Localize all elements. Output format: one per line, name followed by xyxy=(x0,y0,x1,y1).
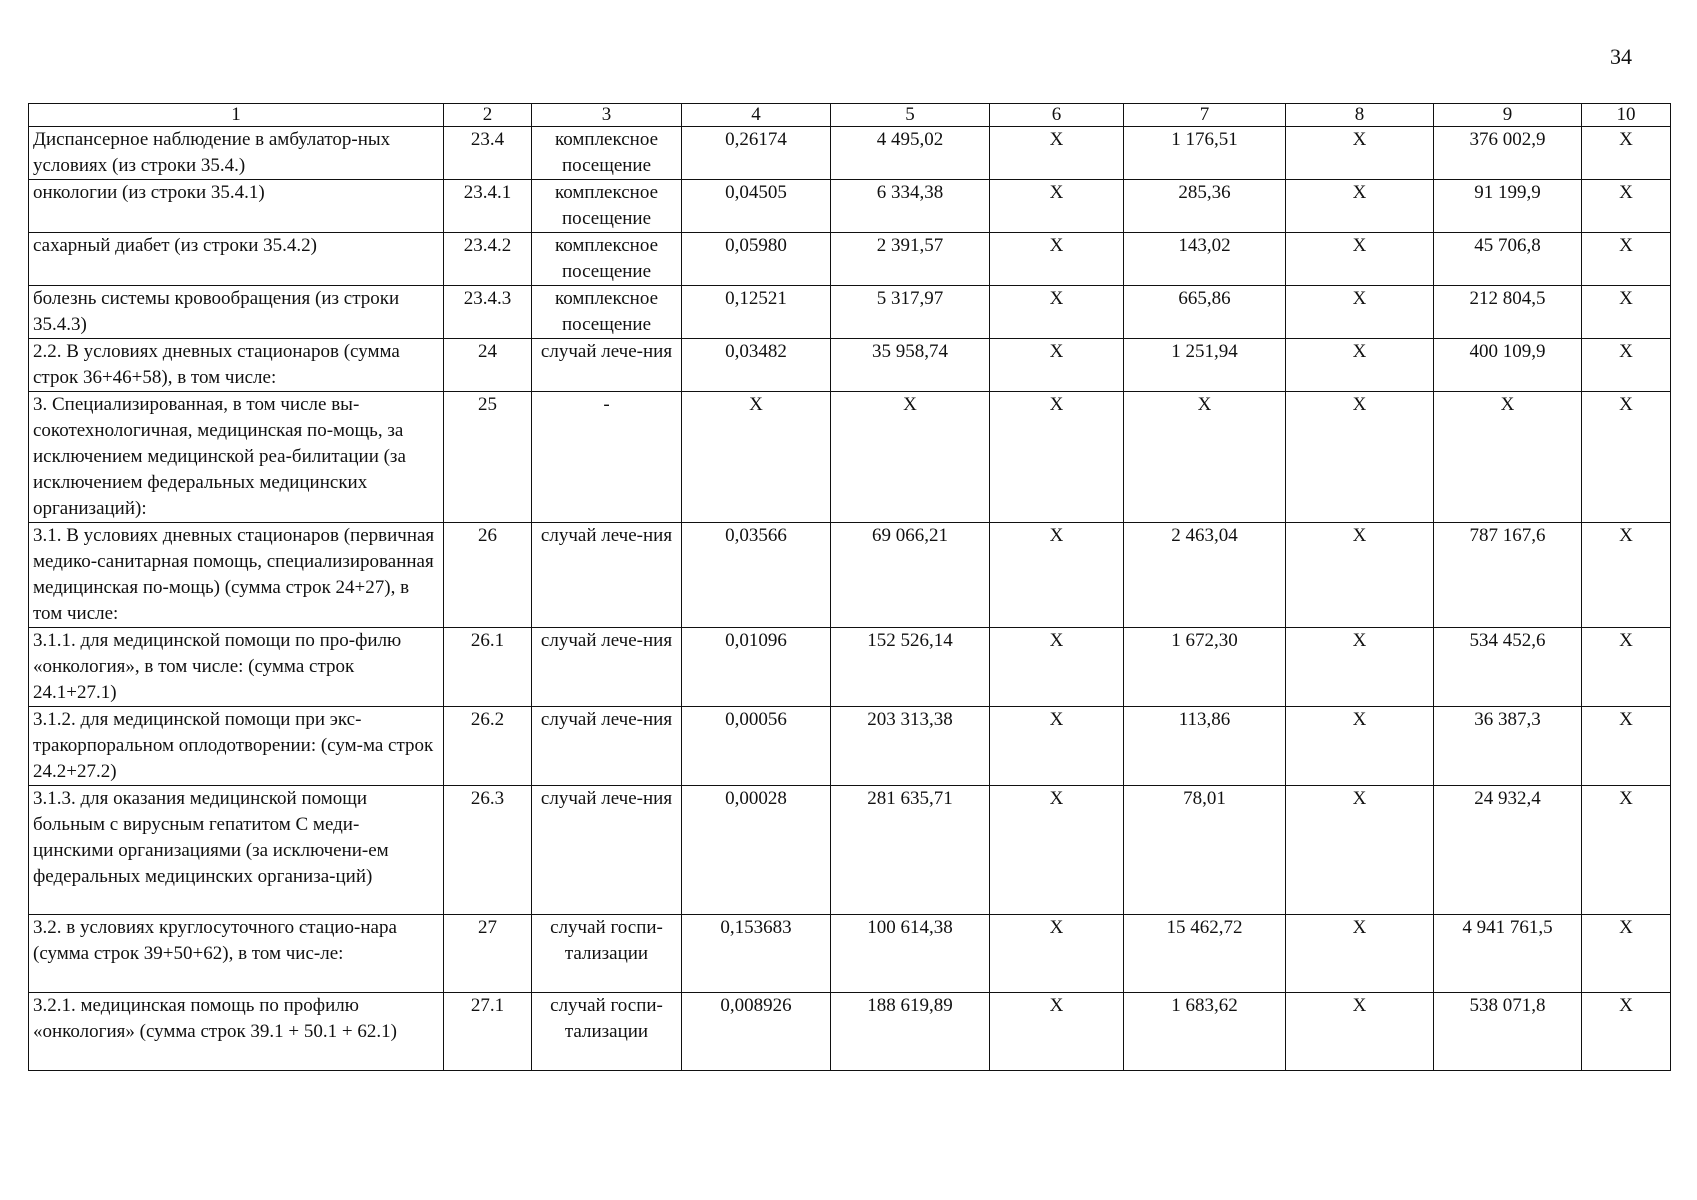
row-number: 25 xyxy=(444,392,532,523)
cell-col10: X xyxy=(1582,786,1671,915)
cell-col4: 0,03566 xyxy=(682,523,831,628)
cell-col5: 35 958,74 xyxy=(831,339,990,392)
cell-col10: X xyxy=(1582,707,1671,786)
cell-col10: X xyxy=(1582,339,1671,392)
header-cell: 6 xyxy=(990,104,1124,127)
cell-col9: 24 932,4 xyxy=(1434,786,1582,915)
cell-col10: X xyxy=(1582,628,1671,707)
row-unit: случай госпи-тализации xyxy=(532,993,682,1071)
cell-col8: X xyxy=(1286,915,1434,993)
cell-col4: 0,03482 xyxy=(682,339,831,392)
table-row xyxy=(29,786,1671,915)
cell-col5: 281 635,71 xyxy=(831,786,990,915)
cell-col5: 2 391,57 xyxy=(831,233,990,286)
cell-col8: X xyxy=(1286,707,1434,786)
table-row xyxy=(29,286,1671,339)
header-cell: 2 xyxy=(444,104,532,127)
cell-col9: 400 109,9 xyxy=(1434,339,1582,392)
cell-col5: X xyxy=(831,392,990,523)
cell-col10: X xyxy=(1582,286,1671,339)
cell-col4: 0,04505 xyxy=(682,180,831,233)
cell-col7: 113,86 xyxy=(1124,707,1286,786)
cell-col8: X xyxy=(1286,180,1434,233)
cell-col6: X xyxy=(990,392,1124,523)
cell-col7: 1 672,30 xyxy=(1124,628,1286,707)
row-number: 24 xyxy=(444,339,532,392)
cell-col7: 15 462,72 xyxy=(1124,915,1286,993)
row-description: сахарный диабет (из строки 35.4.2) xyxy=(29,233,444,286)
header-cell: 9 xyxy=(1434,104,1582,127)
cell-col9: 787 167,6 xyxy=(1434,523,1582,628)
cell-col6: X xyxy=(990,993,1124,1071)
row-number: 26 xyxy=(444,523,532,628)
cell-col5: 6 334,38 xyxy=(831,180,990,233)
table-row xyxy=(29,392,1671,523)
table-row xyxy=(29,339,1671,392)
cell-col10: X xyxy=(1582,523,1671,628)
row-number: 23.4.2 xyxy=(444,233,532,286)
cell-col7: 285,36 xyxy=(1124,180,1286,233)
cell-col8: X xyxy=(1286,392,1434,523)
cell-col6: X xyxy=(990,628,1124,707)
cell-col7: 2 463,04 xyxy=(1124,523,1286,628)
cell-col4: 0,00056 xyxy=(682,707,831,786)
cell-col9: X xyxy=(1434,392,1582,523)
row-number: 27 xyxy=(444,915,532,993)
table-row xyxy=(29,915,1671,993)
row-unit: - xyxy=(532,392,682,523)
cell-col6: X xyxy=(990,286,1124,339)
row-unit: случай лече-ния xyxy=(532,339,682,392)
cell-col9: 91 199,9 xyxy=(1434,180,1582,233)
cell-col4: 0,00028 xyxy=(682,786,831,915)
cell-col8: X xyxy=(1286,993,1434,1071)
cell-col5: 69 066,21 xyxy=(831,523,990,628)
row-description: онкологии (из строки 35.4.1) xyxy=(29,180,444,233)
row-description: 3.2. в условиях круглосуточного стацио-нара (сумма строк 39+50+62), в том чис-ле: xyxy=(29,915,444,993)
row-unit: случай лече-ния xyxy=(532,786,682,915)
cell-col9: 4 941 761,5 xyxy=(1434,915,1582,993)
row-unit: комплексное посещение xyxy=(532,286,682,339)
cell-col5: 4 495,02 xyxy=(831,127,990,180)
cell-col7: 1 251,94 xyxy=(1124,339,1286,392)
row-number: 23.4.1 xyxy=(444,180,532,233)
cell-col9: 534 452,6 xyxy=(1434,628,1582,707)
row-description: 3.1.3. для оказания медицинской помощи больным с вирусным гепатитом С меди-цинскими организациями (за исключени-ем федеральных медицинских организа-ций) xyxy=(29,786,444,915)
cell-col10: X xyxy=(1582,233,1671,286)
row-description: 3.1. В условиях дневных стационаров (первичная медико-санитарная помощь, специализированная медицинская по-мощь) (сумма строк 24+27), в том числе: xyxy=(29,523,444,628)
row-description: 3.1.2. для медицинской помощи при экс-тракорпоральном оплодотворении: (сум-ма строк 24.2+27.2) xyxy=(29,707,444,786)
cell-col6: X xyxy=(990,180,1124,233)
cell-col9: 212 804,5 xyxy=(1434,286,1582,339)
cell-col6: X xyxy=(990,915,1124,993)
cell-col5: 203 313,38 xyxy=(831,707,990,786)
cell-col5: 5 317,97 xyxy=(831,286,990,339)
row-unit: случай лече-ния xyxy=(532,628,682,707)
cell-col4: 0,008926 xyxy=(682,993,831,1071)
table-row xyxy=(29,127,1671,180)
row-number: 27.1 xyxy=(444,993,532,1071)
row-number: 26.1 xyxy=(444,628,532,707)
cell-col4: 0,26174 xyxy=(682,127,831,180)
cell-col5: 100 614,38 xyxy=(831,915,990,993)
header-cell: 5 xyxy=(831,104,990,127)
cell-col4: 0,01096 xyxy=(682,628,831,707)
header-cell: 7 xyxy=(1124,104,1286,127)
row-unit: случай госпи-тализации xyxy=(532,915,682,993)
cell-col5: 188 619,89 xyxy=(831,993,990,1071)
cell-col6: X xyxy=(990,233,1124,286)
cell-col9: 538 071,8 xyxy=(1434,993,1582,1071)
cell-col10: X xyxy=(1582,127,1671,180)
data-table xyxy=(28,103,1671,1071)
row-description: 3.1.1. для медицинской помощи по про-филю «онкология», в том числе: (сумма строк 24.1+27.1) xyxy=(29,628,444,707)
table-row xyxy=(29,707,1671,786)
page-number: 34 xyxy=(1610,44,1632,69)
cell-col10: X xyxy=(1582,915,1671,993)
cell-col4: 0,153683 xyxy=(682,915,831,993)
row-unit: комплексное посещение xyxy=(532,127,682,180)
row-number: 26.3 xyxy=(444,786,532,915)
cell-col8: X xyxy=(1286,127,1434,180)
row-unit: комплексное посещение xyxy=(532,180,682,233)
cell-col4: X xyxy=(682,392,831,523)
row-description: Диспансерное наблюдение в амбулатор-ных условиях (из строки 35.4.) xyxy=(29,127,444,180)
header-cell: 1 xyxy=(29,104,444,127)
cell-col7: 78,01 xyxy=(1124,786,1286,915)
cell-col6: X xyxy=(990,707,1124,786)
cell-col7: 1 683,62 xyxy=(1124,993,1286,1071)
row-unit: случай лече-ния xyxy=(532,523,682,628)
cell-col8: X xyxy=(1286,628,1434,707)
header-row xyxy=(29,104,1671,127)
row-description: 2.2. В условиях дневных стационаров (сумма строк 36+46+58), в том числе: xyxy=(29,339,444,392)
table-row xyxy=(29,523,1671,628)
cell-col8: X xyxy=(1286,339,1434,392)
row-description: 3. Специализированная, в том числе вы-сокотехнологичная, медицинская по-мощь, за исключением медицинской реа-билитации (за исключением федеральных медицинских организаций): xyxy=(29,392,444,523)
table-row xyxy=(29,628,1671,707)
cell-col10: X xyxy=(1582,993,1671,1071)
cell-col4: 0,12521 xyxy=(682,286,831,339)
row-description: болезнь системы кровообращения (из строки 35.4.3) xyxy=(29,286,444,339)
cell-col6: X xyxy=(990,339,1124,392)
table-row xyxy=(29,180,1671,233)
cell-col6: X xyxy=(990,127,1124,180)
cell-col7: 665,86 xyxy=(1124,286,1286,339)
cell-col4: 0,05980 xyxy=(682,233,831,286)
row-number: 26.2 xyxy=(444,707,532,786)
cell-col9: 45 706,8 xyxy=(1434,233,1582,286)
row-description: 3.2.1. медицинская помощь по профилю «онкология» (сумма строк 39.1 + 50.1 + 62.1) xyxy=(29,993,444,1071)
cell-col8: X xyxy=(1286,523,1434,628)
cell-col8: X xyxy=(1286,786,1434,915)
row-unit: комплексное посещение xyxy=(532,233,682,286)
table-row xyxy=(29,993,1671,1071)
cell-col6: X xyxy=(990,786,1124,915)
row-number: 23.4.3 xyxy=(444,286,532,339)
cell-col7: 143,02 xyxy=(1124,233,1286,286)
cell-col7: X xyxy=(1124,392,1286,523)
cell-col8: X xyxy=(1286,233,1434,286)
table-row xyxy=(29,233,1671,286)
cell-col10: X xyxy=(1582,392,1671,523)
header-cell: 3 xyxy=(532,104,682,127)
header-cell: 10 xyxy=(1582,104,1671,127)
row-unit: случай лече-ния xyxy=(532,707,682,786)
cell-col7: 1 176,51 xyxy=(1124,127,1286,180)
cell-col8: X xyxy=(1286,286,1434,339)
header-cell: 8 xyxy=(1286,104,1434,127)
row-number: 23.4 xyxy=(444,127,532,180)
cell-col9: 36 387,3 xyxy=(1434,707,1582,786)
cell-col5: 152 526,14 xyxy=(831,628,990,707)
cell-col9: 376 002,9 xyxy=(1434,127,1582,180)
cell-col10: X xyxy=(1582,180,1671,233)
cell-col6: X xyxy=(990,523,1124,628)
header-cell: 4 xyxy=(682,104,831,127)
